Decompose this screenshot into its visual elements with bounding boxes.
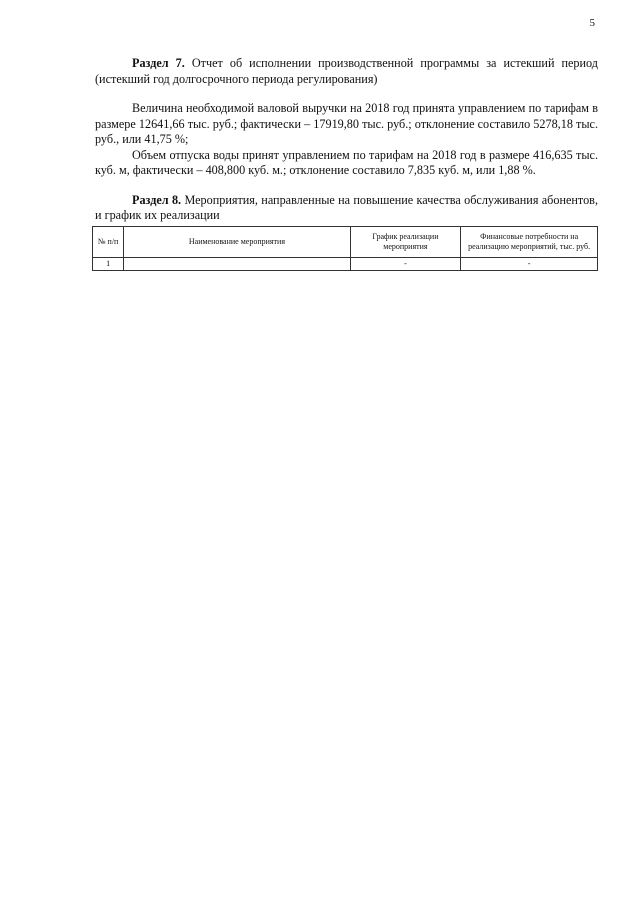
document-body (95, 56, 598, 224)
page-number: 5 (589, 17, 595, 29)
table-header-row (93, 227, 598, 258)
section-7-paragraph-water-volume: Объем отпуска воды принят управлением по тарифам на 2018 год в размере 416,635 тыс. куб. м, фактически – 408,800 куб. м.; отклонение составило 7,835 куб. м, или 1,88 %. (95, 147, 598, 177)
header-name: Наименование мероприятия (124, 227, 350, 258)
section-8-label: Раздел 8. (132, 192, 182, 207)
section-8-title: Мероприятия, направленные на повышение качества обслуживания абонентов, и график их реализации (95, 192, 598, 222)
cell-schedule: - (350, 258, 461, 271)
measures-table (92, 226, 598, 271)
section-7-paragraph-revenue: Величина необходимой валовой выручки на 2018 год принята управлением по тарифам в размере 12641,66 тыс. руб.; фактически – 17919,80 тыс. руб.; отклонение составило 5278,18 тыс. руб., или 41,75 %; (95, 101, 598, 146)
section-7-heading (95, 56, 598, 87)
section-7-label: Раздел 7. (132, 56, 185, 70)
cell-num: 1 (93, 258, 124, 271)
section-7-title: Отчет об исполнении производственной программы за истекший период (истекший год долгосрочного периода регулирования) (95, 56, 598, 86)
header-schedule: График реализации мероприятия (350, 227, 461, 258)
cell-name (124, 258, 350, 271)
section-8-heading (95, 193, 598, 224)
header-num: № п/п (93, 227, 124, 258)
table-row (93, 258, 598, 271)
cell-finance: - (461, 258, 598, 271)
header-finance: Финансовые потребности на реализацию мероприятий, тыс. руб. (461, 227, 598, 258)
